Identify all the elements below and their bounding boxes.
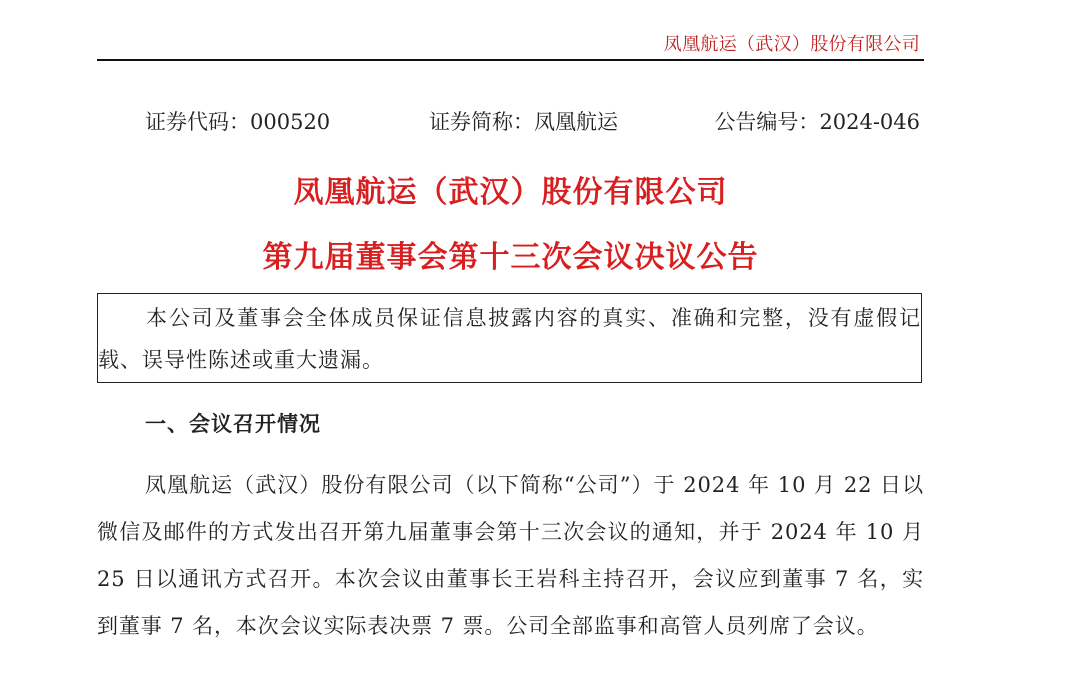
header-divider xyxy=(97,59,924,61)
meeting-paragraph: 凤凰航运（武汉）股份有限公司（以下简称“公司”）于 2024 年 10 月 22 日以微信及邮件的方式发出召开第九届董事会第十三次会议的通知，并于 2024 年 10 月 25 日以通讯方式召开。本次会议由董事长王岩科主持召开，会议应到董事 7 名，实到董事 7 名，本次会议实际表决票 7 票。公司全部监事和高管人员列席了会议。 xyxy=(97,473,924,638)
section-body xyxy=(97,462,924,650)
declaration-text: 本公司及董事会全体成员保证信息披露内容的真实、准确和完整，没有虚假记载、误导性陈述或重大遗漏。 xyxy=(98,306,921,372)
header-company-name: 凤凰航运（武汉）股份有限公司 xyxy=(663,34,920,55)
title-company: 凤凰航运（武汉）股份有限公司 xyxy=(293,175,728,210)
announcement-number: 公告编号：2024-046 xyxy=(714,110,920,134)
section-heading-meeting: 一、会议召开情况 xyxy=(145,411,321,436)
title-announcement: 第九届董事会第十三次会议决议公告 xyxy=(262,240,759,275)
declaration-box xyxy=(97,293,922,383)
securities-abbreviation: 证券简称：凤凰航运 xyxy=(429,110,618,134)
securities-code: 证券代码：000520 xyxy=(145,110,331,134)
